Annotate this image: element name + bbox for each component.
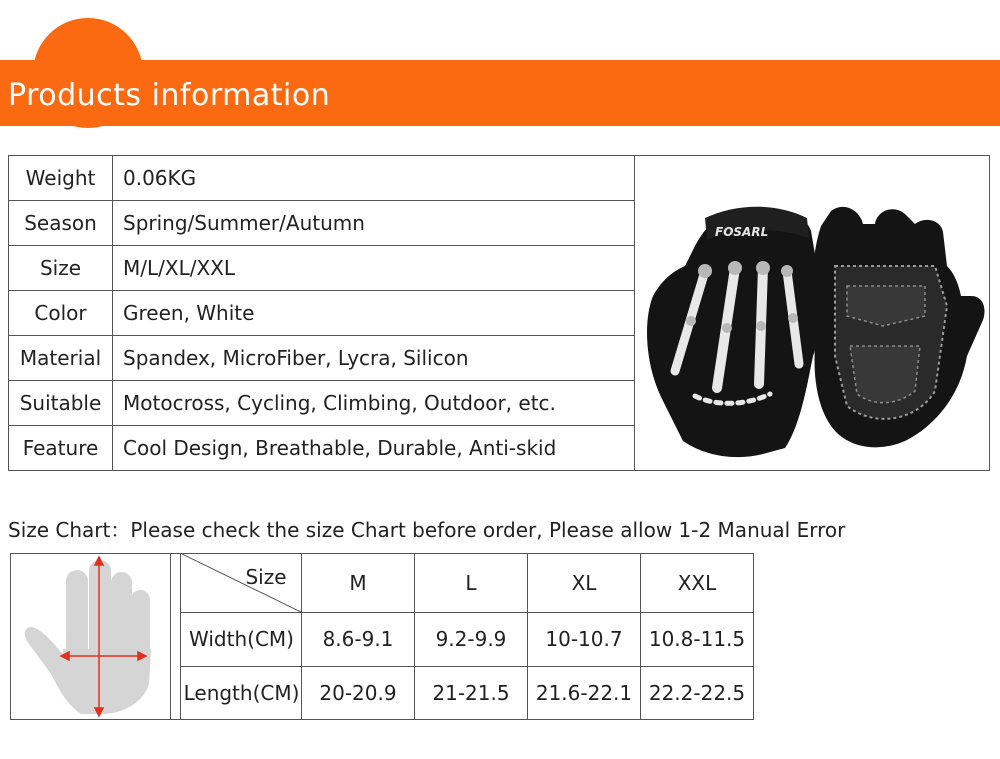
spec-label: Feature [9, 426, 113, 471]
size-cell: 21-21.5 [432, 681, 510, 705]
spec-label: Material [9, 336, 113, 380]
spec-value: 0.06KG [123, 166, 197, 190]
spec-row-color [9, 291, 634, 336]
spec-label: Season [9, 201, 113, 245]
spec-label: Color [9, 291, 113, 335]
page-title: Products information [8, 78, 331, 113]
size-col-header: L [465, 571, 477, 595]
size-col-header: M [349, 571, 367, 595]
spec-label: Size [9, 246, 113, 290]
spec-label: Suitable [9, 381, 113, 425]
spec-value: M/L/XL/XXL [123, 256, 236, 280]
spec-value: Motocross, Cycling, Climbing, Outdoor, etc. [123, 391, 556, 415]
product-image [634, 156, 989, 470]
spec-row-feature [9, 426, 634, 471]
svg-text:FOSARL: FOSARL [715, 225, 769, 239]
hand-measure-diagram [11, 554, 171, 719]
spec-value: Green, White [123, 301, 255, 325]
size-chart-note: Size Chart：Please check the size Chart before order, Please allow 1-2 Manual Error [8, 518, 846, 542]
spec-row-weight [9, 156, 634, 201]
spec-value: Spring/Summer/Autumn [123, 211, 365, 235]
glove-palm-icon [813, 207, 985, 447]
glove-back-icon [647, 207, 831, 457]
size-row-label: Length(CM) [183, 681, 300, 705]
size-cell: 10-10.7 [545, 627, 623, 651]
size-chart-spacer [171, 554, 181, 719]
size-corner-label: Size [245, 565, 287, 589]
spec-row-material [9, 336, 634, 381]
spec-value: Cool Design, Breathable, Durable, Anti-skid [123, 436, 557, 460]
hand-measure-icon [11, 554, 169, 718]
size-col-header: XXL [677, 571, 717, 595]
size-cell: 21.6-22.1 [535, 681, 633, 705]
size-cell: 20-20.9 [319, 681, 397, 705]
spec-label: Weight [9, 156, 113, 200]
size-cell: 22.2-22.5 [648, 681, 746, 705]
spec-row-size [9, 246, 634, 291]
size-row-label: Width(CM) [189, 627, 294, 651]
glove-pair-illustration [635, 156, 989, 470]
spec-table [8, 155, 990, 471]
size-chart-table [10, 553, 754, 720]
size-cell: 9.2-9.9 [435, 627, 507, 651]
size-cell: 8.6-9.1 [322, 627, 394, 651]
spec-row-season [9, 201, 634, 246]
size-col-header: XL [571, 571, 597, 595]
spec-row-suitable [9, 381, 634, 426]
spec-value: Spandex, MicroFiber, Lycra, Silicon [123, 346, 469, 370]
size-cell: 10.8-11.5 [648, 627, 746, 651]
